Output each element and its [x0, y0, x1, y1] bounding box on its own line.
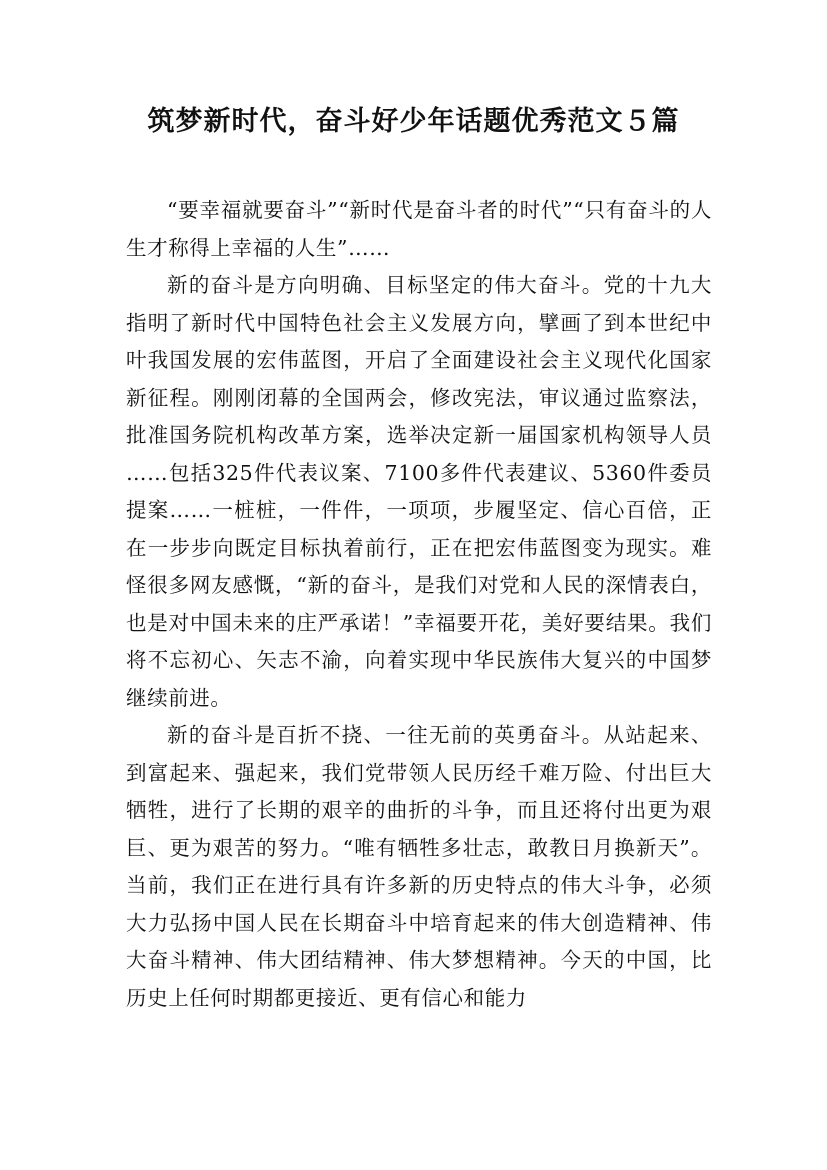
paragraph-new-struggle-courage: 新的奋斗是百折不挠、一往无前的英勇奋斗。从站起来、到富起来、强起来，我们党带领人民历经千难万险、付出巨大牺牲，进行了长期的艰辛的曲折的斗争，而且还将付出更为艰巨、更为艰苦的努力。“唯有牺牲多壮志，敢教日月换新天”。当前，我们正在进行具有许多新的历史特点的伟大斗争，必须大力弘扬中国人民在长期奋斗中培育起来的伟大创造精神、伟大奋斗精神、伟大团结精神、伟大梦想精神。今天的中国，比历史上任何时期都更接近、更有信心和能力	[126, 723, 712, 1010]
document-title: 筑梦新时代，奋斗好少年话题优秀范文５篇	[147, 106, 680, 137]
paragraph-new-struggle-direction: 新的奋斗是方向明确、目标坚定的伟大奋斗。党的十九大指明了新时代中国特色社会主义发展方向，擘画了到本世纪中叶我国发展的宏伟蓝图，开启了全面建设社会主义现代化国家新征程。刚刚闭幕的全国两会，修改宪法，审议通过监察法，批准国务院机构改革方案，选举决定新一届国家机构领导人员……包括325件代表议案、7100多件代表建议、5360件委员提案……一桩桩，一件件，一项项，步履坚定、信心百倍，正在一步步向既定目标执着前行，正在把宏伟蓝图变为现实。难怪很多网友感慨，“新的奋斗，是我们对党和人民的深情表白，也是对中国未来的庄严承诺！”幸福要开花，美好要结果。我们将不忘初心、矢志不渝，向着实现中华民族伟大复兴的中国梦继续前进。	[126, 273, 712, 710]
paragraph-intro: “要幸福就要奋斗”“新时代是奋斗者的时代”“只有奋斗的人生才称得上幸福的人生”……	[126, 198, 712, 260]
document-body	[126, 192, 712, 1017]
